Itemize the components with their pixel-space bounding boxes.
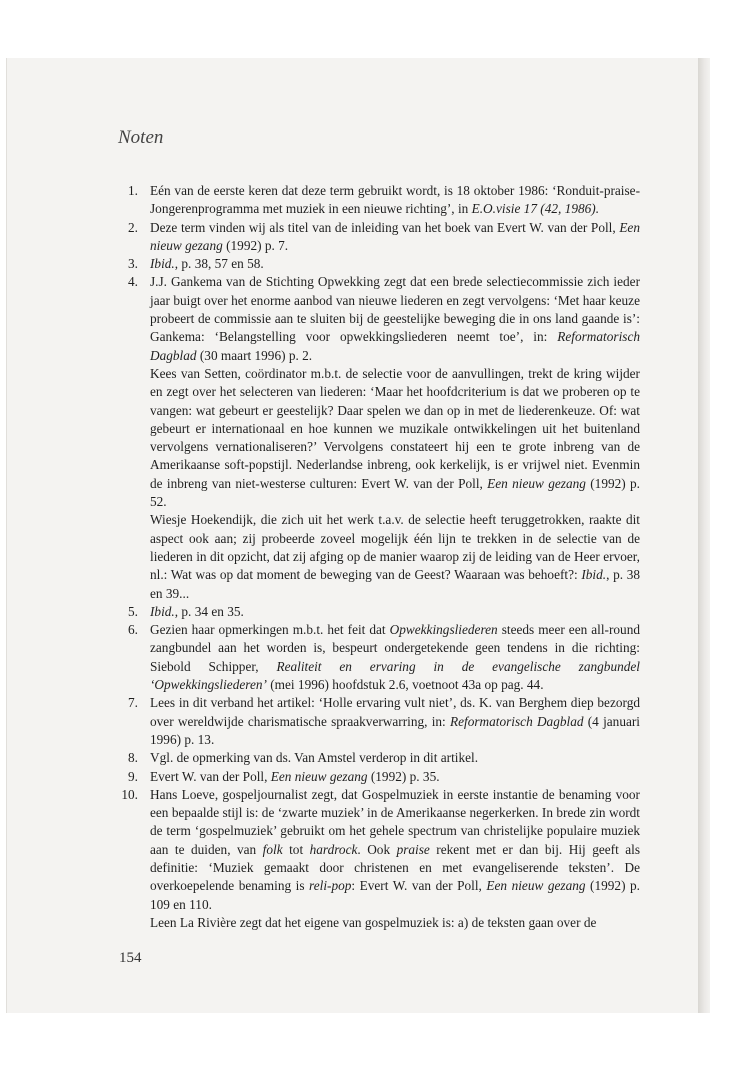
italic-run: Ibid. <box>150 603 175 619</box>
text-run: Deze term vinden wij als titel van de inleiding van het boek van Evert W. van der Poll, <box>150 219 620 235</box>
footnote-8 <box>116 749 640 767</box>
footnote-text <box>150 219 640 256</box>
footnote-number: 1. <box>128 183 138 198</box>
italic-run: Realiteit en ervaring in de evangelische zangbundel ‘Opwekkingsliederen’ <box>150 658 640 693</box>
footnote-6 <box>116 621 640 694</box>
footnote-7 <box>116 694 640 749</box>
italic-run: Een nieuw gezang <box>150 219 640 253</box>
text-run: (1992) p. 35. <box>367 768 440 784</box>
text-run: Wiesje Hoekendijk, die zich uit het werk t.a.v. de selectie heeft teruggetrokken, raakte dit aspect ook aan; zij probeerde zoveel mogelijk één lijn te trekken in de selectie van de liederen in dit opzicht, dat zij afging op de manier waarop zij de leiding van de Heer ervoer, nl.: Wat was op dat moment de beweging van de Geest? Waaraan was behoeft?: <box>150 512 640 583</box>
footnote-paragraph <box>150 182 640 219</box>
text-run: Gezien haar opmerkingen m.b.t. het feit dat <box>150 622 390 638</box>
text-run: Kees van Setten, coördinator m.b.t. de selectie voor de aanvullingen, trekt de kring wijder en zegt over het selecteren van liederen: ‘Maar het hoofdcriterium is dat we proberen op te vangen: wat gebeurt er geestelijk? Daar spelen we dan op in met de liederenkeuze. Of: wat gebeurt er internationaal en hoe kunnen we muzikale ontwikkelingen uit het buitenland vervolgens vernationaliseren?’ Vervolgens constateert hij een te grote inbreng van de Amerikaanse soft-popstijl. Nederlandse inbreng, ook kerkelijk, is er vrijwel niet. Evenmin de inbreng van niet-westerse culturen: Evert W. van der Poll, <box>150 365 640 491</box>
italic-run: Ibid. <box>150 256 175 272</box>
footnote-paragraph <box>150 511 640 602</box>
footnote-2 <box>116 219 640 256</box>
footnote-number: 2. <box>128 219 138 235</box>
footnote-text <box>150 182 640 219</box>
footnote-number: 3. <box>128 256 138 272</box>
italic-run: praise <box>396 841 430 857</box>
italic-run: Ibid. <box>581 567 607 583</box>
footnote-paragraph <box>150 255 640 273</box>
footnote-paragraph <box>150 786 640 914</box>
italic-run: hardrock <box>309 841 358 857</box>
text-run: (30 maart 1996) p. 2. <box>196 347 313 363</box>
text-run: , p. 34 en 35. <box>174 603 244 619</box>
footnote-paragraph <box>150 694 640 749</box>
footnote-text <box>150 273 640 602</box>
footnote-number: 8. <box>128 750 138 766</box>
footnote-paragraph <box>150 768 640 786</box>
book-spine-edge <box>698 58 710 1013</box>
italic-run: Reformatorisch Dagblad <box>449 713 584 729</box>
footnote-number: 7. <box>128 695 138 711</box>
text-run: (1992) p. 52. <box>150 475 640 510</box>
footnote-paragraph <box>150 603 640 621</box>
italic-run: Een nieuw gezang <box>487 475 586 491</box>
footnote-3 <box>116 255 640 273</box>
italic-run: Een nieuw gezang <box>270 768 368 784</box>
text-run: , p. 38, 57 en 58. <box>174 256 264 272</box>
footnote-text <box>150 786 640 932</box>
footnote-number: 10. <box>121 786 138 802</box>
footnote-4 <box>116 273 640 602</box>
text-run: : Evert W. van der Poll, <box>351 878 487 894</box>
footnote-paragraph <box>150 749 640 767</box>
text-run: Lees in dit verband het artikel: ‘Holle ervaring vult niet’, ds. K. van Berghem diep bezorgd over wereldwijde charismatische spraakverwarring, in: <box>150 695 640 729</box>
text-run: Hans Loeve, gospeljournalist zegt, dat Gospelmuziek in eerste instantie de benaming voor een bepaalde stijl is: de ‘zwarte muziek’ in de Amerikaanse negerkerken. In brede zin wordt de term ‘gospelmuziek’ gebruikt om het gehele spectrum van christelijke populaire muziek aan te duiden, van <box>150 786 640 857</box>
italic-run: Reformatorisch Dagblad <box>150 329 640 363</box>
footnote-text <box>150 694 640 749</box>
footnote-paragraph <box>150 273 640 364</box>
notes-list <box>116 182 640 932</box>
text-run: J.J. Gankema van de Stichting Opwekking zegt dat een brede selectiecommissie zich ieder jaar buigt over het enorme aanbod van nieuwe liederen en zegt vervolgens: ‘Met haar keuze probeert de commissie aan te sluiten bij de geestelijke beweging die in ons land gaande is’: Gankema: ‘Belangstelling voor opwekkingsliederen neemt toe’, in: <box>150 274 640 345</box>
footnote-text <box>150 768 640 786</box>
footnote-1 <box>116 182 640 219</box>
footnote-number: 4. <box>128 274 138 290</box>
text-run: tot <box>282 841 310 857</box>
text-run: Leen La Rivière zegt dat het eigene van gospelmuziek is: a) de teksten gaan over de <box>150 914 597 930</box>
text-run: (4 januari 1996) p. 13. <box>150 713 640 747</box>
italic-run: E.O.visie 17 (42, 1986). <box>471 201 600 217</box>
text-run: (mei 1996) hoofdstuk 2.6, voetnoot 43a op pag. 44. <box>266 677 544 693</box>
text-run: Eén van de eerste keren dat deze term gebruikt wordt, is 18 oktober 1986: ‘Ronduit-praise-Jongerenprogramma met muziek in een nieuwe richting’, in <box>150 183 640 217</box>
footnote-text <box>150 749 640 767</box>
text-run: (1992) p. 7. <box>222 237 289 253</box>
footnote-paragraph <box>150 365 640 511</box>
footnote-text <box>150 255 640 273</box>
footnote-text <box>150 603 640 621</box>
footnote-paragraph <box>150 219 640 256</box>
text-run: , p. 38 en 39... <box>150 567 640 601</box>
text-run: rekent met er dan bij. Hij geeft als definitie: ‘Muziek gemaakt door christenen en met evangeliserende teksten’. De overkoepelende benaming is <box>150 841 641 894</box>
text-run: Evert W. van der Poll, <box>150 768 271 784</box>
footnote-9 <box>116 768 640 786</box>
page-heading: Noten <box>118 127 164 148</box>
page-number: 154 <box>119 950 142 966</box>
text-run: Vgl. de opmerking van ds. Van Amstel verderop in dit artikel. <box>150 750 479 766</box>
footnote-paragraph <box>150 621 640 694</box>
footnote-number: 9. <box>128 768 138 784</box>
text-run: . Ook <box>357 841 397 857</box>
text-run: (1992) p. 109 en 110. <box>150 878 640 912</box>
footnote-number: 5. <box>128 603 138 619</box>
italic-run: reli-pop <box>309 878 352 894</box>
footnote-paragraph <box>150 914 640 932</box>
italic-run: Opwekkingsliederen <box>389 622 498 638</box>
footnote-5 <box>116 603 640 621</box>
footnote-10 <box>116 786 640 932</box>
text-run: steeds meer een all-round zangbundel aan het worden is, bespeurt ondergetekende geen tendens in die richting: Siebold Schipper, <box>150 622 641 674</box>
footnote-number: 6. <box>128 622 138 638</box>
italic-run: folk <box>262 841 283 857</box>
italic-run: Een nieuw gezang <box>486 878 586 894</box>
footnote-text <box>150 621 640 694</box>
